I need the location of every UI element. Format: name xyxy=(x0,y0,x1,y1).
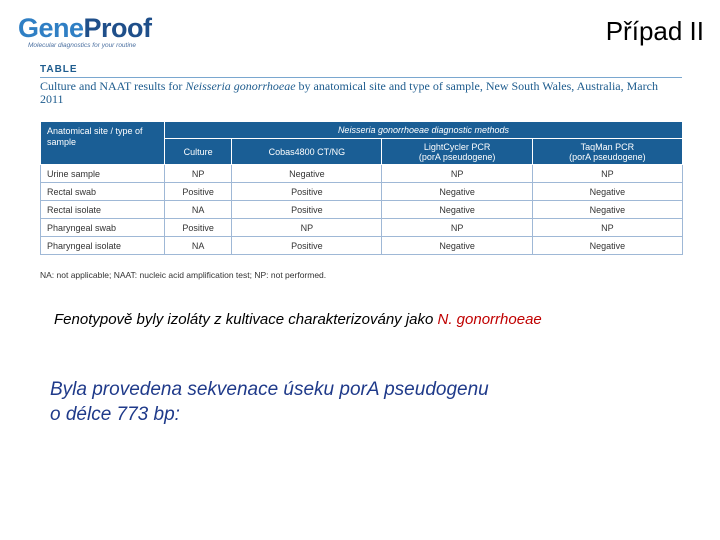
table-cell: Negative xyxy=(382,183,532,201)
table-caption-block xyxy=(40,64,682,106)
table-caption-divider xyxy=(40,77,682,78)
table-cell: Negative xyxy=(532,183,682,201)
caption-species: Neisseria gonorrhoeae xyxy=(185,79,296,93)
row-site-label: Pharyngeal isolate xyxy=(41,237,165,255)
row-site-label: Pharyngeal swab xyxy=(41,219,165,237)
table-cell: NA xyxy=(165,237,232,255)
phenotype-paragraph: Fenotypově byly izoláty z kultivace charakterizovány jako N. gonorrhoeae xyxy=(54,311,542,328)
table-cell: Negative xyxy=(532,237,682,255)
table-row xyxy=(41,201,683,219)
table-cell: Positive xyxy=(165,183,232,201)
table-label: TABLE xyxy=(40,64,78,75)
logo-wordmark: GeneProof xyxy=(18,13,152,43)
table-cell: NP xyxy=(532,165,682,183)
table-cell: NP xyxy=(232,219,382,237)
table-cell: NP xyxy=(165,165,232,183)
sequencing-line-2: o délce 773 bp: xyxy=(50,404,180,425)
sequencing-paragraph xyxy=(50,377,489,427)
geneproof-logo xyxy=(18,14,168,54)
site-header: Anatomical site / type of sample xyxy=(41,122,165,165)
column-header-lightcycler: LightCycler PCR (porA pseudogene) xyxy=(382,139,532,165)
row-site-label: Urine sample xyxy=(41,165,165,183)
column-header-culture: Culture xyxy=(165,139,232,165)
table-caption: Culture and NAAT results for Neisseria gonorrhoeae by anatomical site and type of sample, New South Wales, Australia, March 2011 xyxy=(40,79,658,106)
table-row xyxy=(41,237,683,255)
results-table xyxy=(40,121,683,255)
column-header-cobas: Cobas4800 CT/NG xyxy=(232,139,382,165)
table-cell: NP xyxy=(532,219,682,237)
table-cell: Negative xyxy=(532,201,682,219)
table-cell: Positive xyxy=(232,201,382,219)
row-site-label: Rectal isolate xyxy=(41,201,165,219)
table-cell: Negative xyxy=(382,237,532,255)
species-highlight: N. gonorrhoeae xyxy=(437,311,542,328)
sequencing-line-1: Byla provedena sekvenace úseku porA pseudogenu xyxy=(50,379,489,400)
column-header-taqman: TaqMan PCR (porA pseudogene) xyxy=(532,139,682,165)
slide-title: Případ II xyxy=(605,16,704,46)
table-cell: Positive xyxy=(165,219,232,237)
table-row xyxy=(41,165,683,183)
table-cell: NP xyxy=(382,165,532,183)
row-site-label: Rectal swab xyxy=(41,183,165,201)
table-cell: NA xyxy=(165,201,232,219)
table-cell: Negative xyxy=(232,165,382,183)
table-cell: Positive xyxy=(232,183,382,201)
table-cell: Positive xyxy=(232,237,382,255)
methods-group-header: Neisseria gonorrhoeae diagnostic methods xyxy=(165,122,683,139)
table-cell: NP xyxy=(382,219,532,237)
table-cell: Negative xyxy=(382,201,532,219)
table-row xyxy=(41,183,683,201)
table-footnote: NA: not applicable; NAAT: nucleic acid amplification test; NP: not performed. xyxy=(40,270,327,280)
logo-tagline: Molecular diagnostics for your routine xyxy=(28,42,137,49)
table-row xyxy=(41,219,683,237)
